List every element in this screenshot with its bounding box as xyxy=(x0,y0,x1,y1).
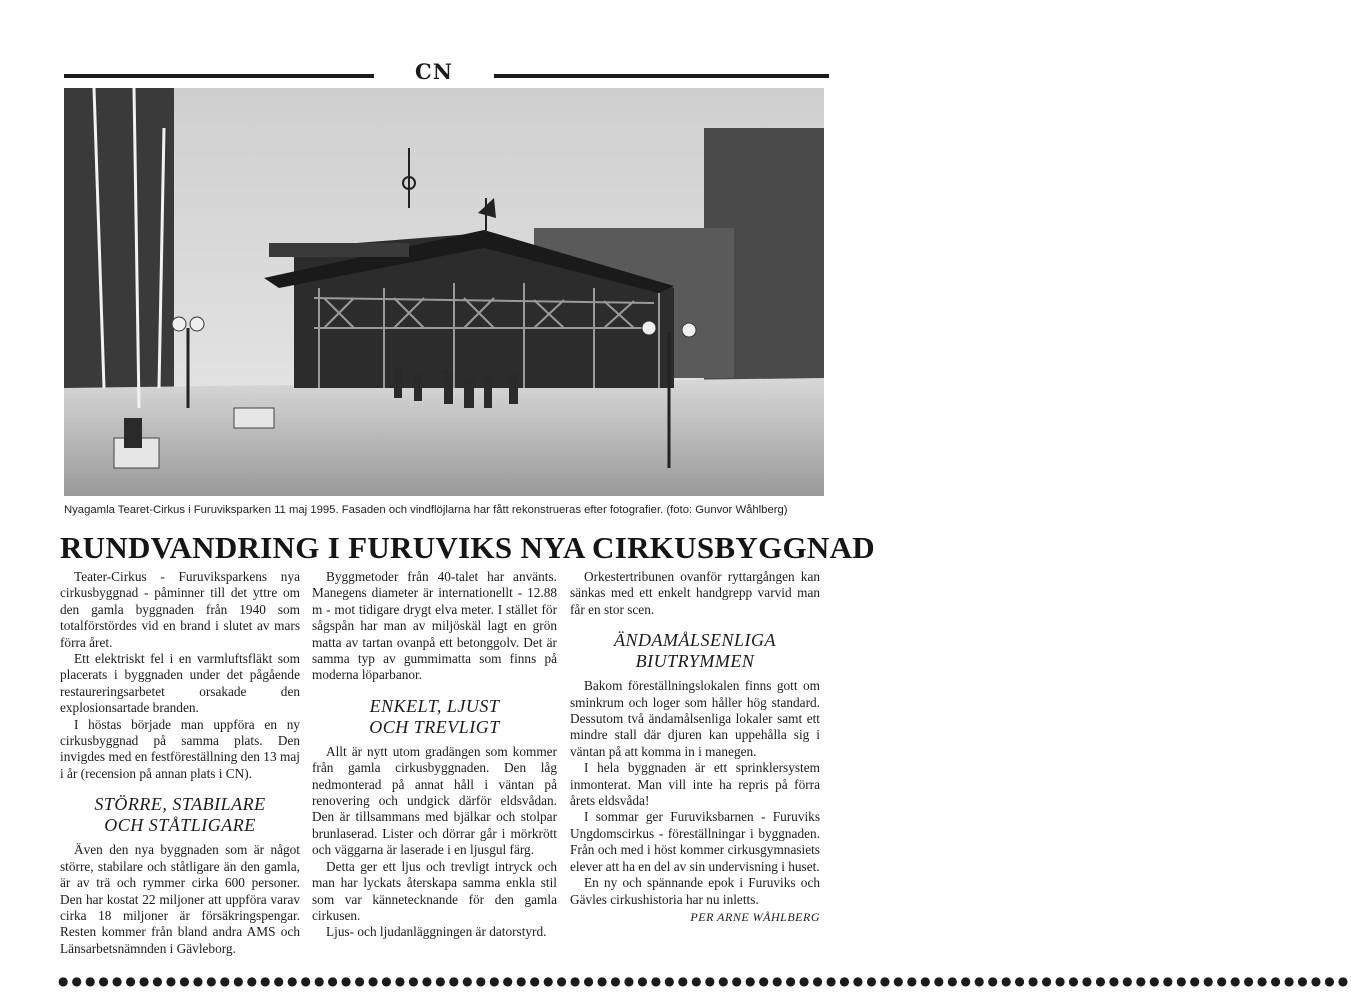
masthead xyxy=(64,59,829,84)
paragraph: Allt är nytt utom gradängen som kommer från gamla cirkusbyggnaden. Den låg nedmonterad på annat håll i väntan på renovering och undgick därför eldsvådan. Den är tillsammans med bjälkar och stolpar brunlaserad. Lister och dörrar går i mörkrött och väggarna är laserade i en ljusgul färg. xyxy=(312,743,557,858)
subheading xyxy=(312,696,557,738)
column-3 xyxy=(570,569,820,925)
column-2 xyxy=(312,569,557,941)
paragraph: Orkestertribunen ovanför ryttargången kan sänkas med ett enkelt handgrepp varvid man får en stor scen. xyxy=(570,569,820,617)
subheading-line-2: OCH TREVLIGT xyxy=(369,716,500,737)
subheading-line-1: ÄNDAMÅLSENLIGA xyxy=(614,630,776,651)
paragraph: I sommar ger Furuviksbarnen - Furuviks Ungdomscirkus - föreställningar i byggnaden. Från och med i höst kommer cirkusgymnasiets elever att ha en del av sin undervisning i huset. xyxy=(570,809,820,874)
subheading-line-1: ENKELT, LJUST xyxy=(369,695,500,716)
paragraph: En ny och spännande epok i Furuviks och Gävles cirkushistoria har nu inletts. xyxy=(570,875,820,907)
photo-caption: Nyagamla Tearet-Cirkus i Furuviksparken 11 maj 1995. Fasaden och vindflöjlarna har fått rekonstrueras efter fotografier. (foto: Gunvor Wåhlberg) xyxy=(64,504,788,516)
author-byline: PER ARNE WÅHLBERG xyxy=(690,909,820,924)
paragraph: Bakom föreställningslokalen finns gott om sminkrum och loger som håller hög standard. Dessutom två ändamålsenliga lokaler samt ett mindre stall där djuren kan uppehålla sig i väntan på att komma in i manegen. xyxy=(570,678,820,759)
column-1 xyxy=(60,569,300,957)
subheading xyxy=(570,630,820,672)
subheading-line-1: STÖRRE, STABILARE xyxy=(94,794,266,815)
dotted-rule: ●●●●●●●●●●●●●●●●●●●●●●●●●●●●●●●●●●●●●●●●●●●●●●●●●●●●●●●●●●●●●●●●●●●●●●●●●●●●●●●●●●●●●●●●●●●●●●●● xyxy=(58,974,1351,988)
circus-building-photo xyxy=(64,88,824,496)
subheading-line-2: BIUTRYMMEN xyxy=(635,651,755,672)
subheading xyxy=(60,794,300,836)
masthead-rule-right xyxy=(494,74,829,78)
photo-illustration xyxy=(64,88,824,496)
paragraph: I hela byggnaden är ett sprinklersystem inmonterat. Man vill inte ha repris på förra årets eldsvåda! xyxy=(570,760,820,809)
paragraph: Ljus- och ljudanläggningen är datorstyrd. xyxy=(326,924,547,940)
paragraph: Teater-Cirkus - Furuviksparkens nya cirkusbyggnad - påminner till det yttre om den gamla byggnaden från 1940 som totalförstördes vid en brand i slutet av mars förra året. xyxy=(60,569,300,650)
subheading-line-2: OCH STÅTLIGARE xyxy=(104,815,256,836)
paragraph: Detta ger ett ljus och trevligt intryck och man har lyckats återskapa samma enkla stil som var kännetecknande för den gamla cirkusen. xyxy=(312,858,557,923)
paragraph: Byggmetoder från 40-talet har använts. Manegens diameter är internationellt - 12.88 m - mot tidigare drygt elva meter. I stället för sågspån har man av miljöskäl lagt en grön matta av tartan ovanpå ett betonggolv. Det är samma typ av gummimatta som finns på moderna löparbanor. xyxy=(312,569,557,683)
paragraph: Även den nya byggnaden som är något större, stabilare och ståtligare än den gamla, är av trä och rymmer cirka 600 personer. Den har kostat 22 miljoner att uppföra varav cirka 18 miljoner är försäkringspengar. Resten kommer från bland andra AMS och Länsarbetsnämnden i Gävleborg. xyxy=(60,842,300,956)
headline: RUNDVANDRING I FURUVIKS NYA CIRKUSBYGGNAD xyxy=(60,530,875,565)
masthead-logo: CN xyxy=(415,59,453,84)
paragraph: I höstas började man uppföra en ny cirkusbyggnad på samma plats. Den invigdes med en festföreställning den 13 maj i år (recension på annan plats i CN). xyxy=(60,716,300,781)
paragraph: Ett elektriskt fel i en varmluftsfläkt som placerats i byggnaden under det pågående restaureringsarbetet orsakade den explosionsartade branden. xyxy=(60,651,300,716)
masthead-rule-left xyxy=(64,74,374,78)
